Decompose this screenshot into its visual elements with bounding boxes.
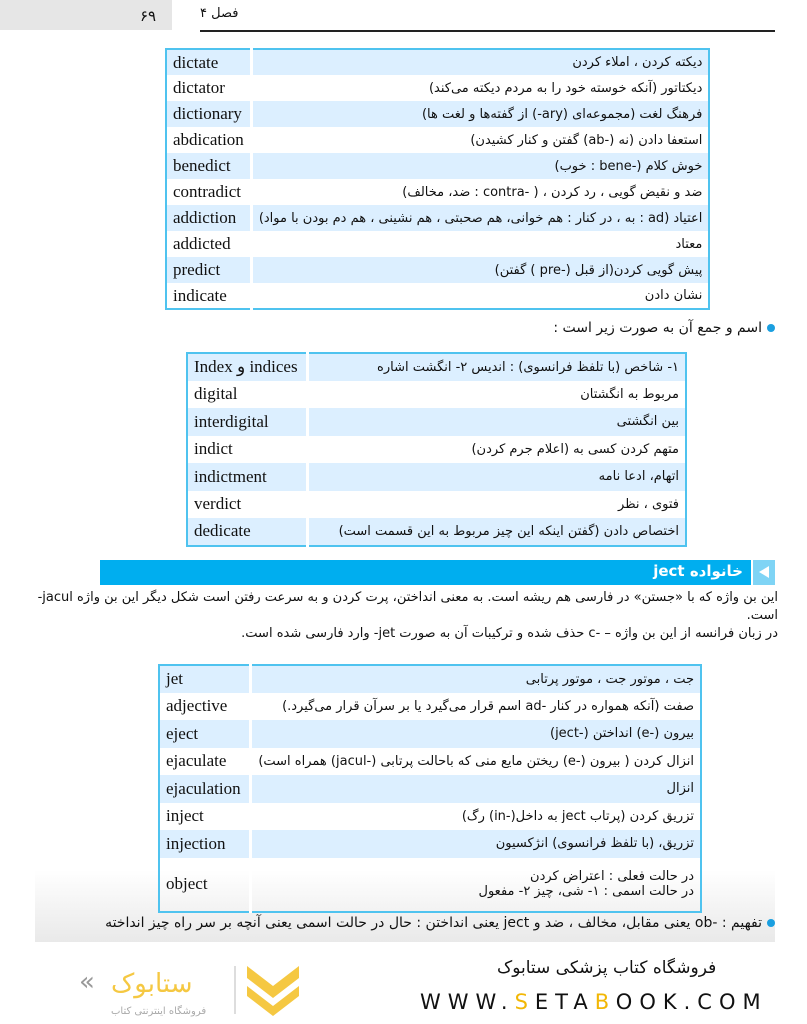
english-term: injection	[159, 830, 251, 858]
english-term: eject	[159, 720, 251, 748]
english-term: abdication	[166, 127, 251, 153]
persian-definition: نشان دادن	[644, 288, 703, 303]
persian-definition: دیکتاتور (آنکه خوسته خود را به مردم دیکته می‌کند)	[428, 80, 703, 96]
persian-definition: پیش گویی کردن(از قبل (‎pre-‎ ) گفتن)	[251, 257, 709, 283]
table-row	[159, 665, 701, 693]
url-part: WWW.	[420, 990, 515, 1014]
persian-definition: استعفا دادن (نه (‎ab-‎) گفتن و کنار کشیدن)	[470, 132, 703, 148]
english-term: indictment	[187, 463, 307, 491]
persian-definition: متهم کردن کسی به (اعلام جرم کردن)	[471, 441, 679, 457]
table-row	[187, 436, 686, 464]
persian-definition: اعتیاد (‎ad‎ : به ، در کنار : هم خوانی، هم صحبتی ، هم نشینی ، هم دم بودن با مواد)	[251, 205, 709, 231]
persian-definition: صفت (آنکه همواره در کنار ‎ad-‎ اسم قرار می‌گیرد یا بر سرآن قرار می‌گیرد.)	[282, 698, 694, 714]
persian-definition: فتوی ، نظر	[618, 496, 679, 512]
table-row	[159, 748, 701, 776]
english-term: adjective	[159, 693, 251, 721]
table-row	[166, 257, 709, 283]
english-term: inject	[159, 803, 251, 831]
persian-definition: فرهنگ لغت (مجموعه‌ای (‎-ary‎) از گفته‌ها و لغت ها)	[251, 101, 709, 127]
url-part: B	[594, 990, 616, 1014]
table-row	[166, 205, 709, 231]
persian-definition: تزریق کردن (پرتاب ject به داخل(‎in-‎) رگ)	[461, 808, 694, 824]
bullet-explanation	[105, 915, 775, 931]
url-part: ETA	[534, 990, 595, 1014]
logo-text: ستابوک	[111, 969, 193, 999]
table-row	[159, 803, 701, 831]
definition-noun: در حالت اسمی : ۱- شی، چیز ۲- مفعول	[478, 884, 694, 899]
intro-paragraphs	[30, 589, 778, 643]
header-divider	[200, 30, 775, 32]
table-row	[166, 49, 709, 75]
english-term: dictator	[166, 75, 251, 101]
persian-definition: ۱- شاخص (با تلفظ فرانسوی) : اندیس ۲- انگشت اشاره	[307, 353, 686, 381]
url-part: S	[514, 990, 535, 1014]
table-row	[159, 830, 701, 858]
english-term: verdict	[187, 491, 307, 519]
table-row	[159, 858, 701, 912]
persian-definition	[251, 858, 701, 912]
english-term: benedict	[166, 153, 251, 179]
english-term: object	[159, 858, 251, 912]
table-row	[187, 463, 686, 491]
english-term: addicted	[166, 231, 251, 257]
bullet-text: تفهیم : ‎ob-‎ یعنی مقابل، مخالف ، ضد و ject یعنی انداختن : حال در حالت اسمی یعنی آنچه بر سر راه چیز انداخته	[105, 915, 762, 931]
english-term: Index و indices	[187, 353, 307, 381]
setabook-logo	[75, 958, 325, 1018]
chevrons-icon: «	[79, 967, 95, 997]
url-part: OOK.COM	[615, 990, 768, 1014]
vocab-table-digit	[186, 352, 687, 547]
table-row	[166, 127, 709, 153]
table-row	[187, 518, 686, 546]
table-row	[166, 101, 709, 127]
english-term: indict	[187, 436, 307, 464]
english-term: interdigital	[187, 408, 307, 436]
table-row	[159, 720, 701, 748]
english-term: dictate	[166, 49, 251, 75]
english-term: contradict	[166, 179, 251, 205]
logo-subtitle: فروشگاه اینترنتی کتاب	[111, 1006, 207, 1017]
table-row	[187, 408, 686, 436]
intro-paragraph-2: در زبان فرانسه از این بن واژه – ‎c-‎ حذف شده و ترکیبات آن به صورت ‎-jet‎ وارد فارسی شده است.	[241, 626, 778, 641]
english-term: indicate	[166, 283, 251, 309]
english-term: digital	[187, 381, 307, 409]
bullet-icon	[767, 919, 775, 927]
store-name: فروشگاه کتاب پزشکی ستابوک	[497, 958, 717, 978]
section-title: خانواده ject	[653, 562, 743, 580]
triangle-icon	[751, 560, 775, 585]
table-row	[187, 381, 686, 409]
persian-definition: اتهام، ادعا نامه	[307, 463, 686, 491]
bullet-icon	[767, 324, 775, 332]
persian-definition: جت ، موتور جت ، موتور پرتابی	[251, 665, 701, 693]
table-row	[187, 491, 686, 519]
english-term: addiction	[166, 205, 251, 231]
persian-definition: خوش کلام (‎bene-‎ : خوب)	[251, 153, 709, 179]
english-term: jet	[159, 665, 251, 693]
persian-definition: تزریق، (با تلفظ فرانسوی) انژکسیون	[251, 830, 701, 858]
table-row	[166, 231, 709, 257]
persian-definition: انزال	[251, 775, 701, 803]
table-row	[166, 75, 709, 101]
persian-definition: انزال کردن ( بیرون (‎e-‎) ریختن مایع منی که باحالت پرتابی (‎jacul-‎) همراه است)	[258, 753, 694, 769]
table-row	[166, 283, 709, 309]
persian-definition: معتاد	[675, 236, 703, 252]
table-row	[159, 775, 701, 803]
english-term: predict	[166, 257, 251, 283]
store-url[interactable]	[420, 990, 768, 1014]
persian-definition: ضد و نقیض گویی ، رد کردن ، ( ‎contra-‎ : ضد، مخالف)	[402, 184, 703, 200]
intro-paragraph-1: این بن واژه که با «جستن» در فارسی هم ریشه است. به معنی انداختن، پرت کردن و به سرعت رفتن است شکل دیگر این بن واژه ‎-jacul‎ است.	[37, 590, 778, 623]
persian-definition: بیرون (‎e-‎) انداختن (‎ject-‎)	[251, 720, 701, 748]
table-row	[166, 179, 709, 205]
section-header-ject	[100, 560, 775, 585]
table-row	[159, 693, 701, 721]
bullet-text: اسم و جمع آن به صورت زیر است :	[553, 320, 762, 336]
definition-verb: در حالت فعلی : اعتراض کردن	[530, 869, 694, 884]
vocab-table-dict	[165, 48, 710, 310]
chapter-title: فصل ۴	[200, 6, 239, 21]
table-row	[187, 353, 686, 381]
persian-definition: بین انگشتی	[307, 408, 686, 436]
english-term: ejaculate	[159, 748, 251, 776]
bullet-note	[553, 320, 775, 336]
table-row	[166, 153, 709, 179]
english-term: ejaculation	[159, 775, 251, 803]
english-term: dictionary	[166, 101, 251, 127]
persian-definition: دیکته کردن ، املاء کردن	[251, 49, 709, 75]
english-term: dedicate	[187, 518, 307, 546]
persian-definition: اختصاص دادن (گفتن اینکه این چیز مربوط به این قسمت است)	[307, 518, 686, 546]
persian-definition: مربوط به انگشتان	[580, 386, 679, 402]
vocab-table-ject	[158, 664, 702, 913]
page-number: ۶۹	[140, 7, 157, 25]
